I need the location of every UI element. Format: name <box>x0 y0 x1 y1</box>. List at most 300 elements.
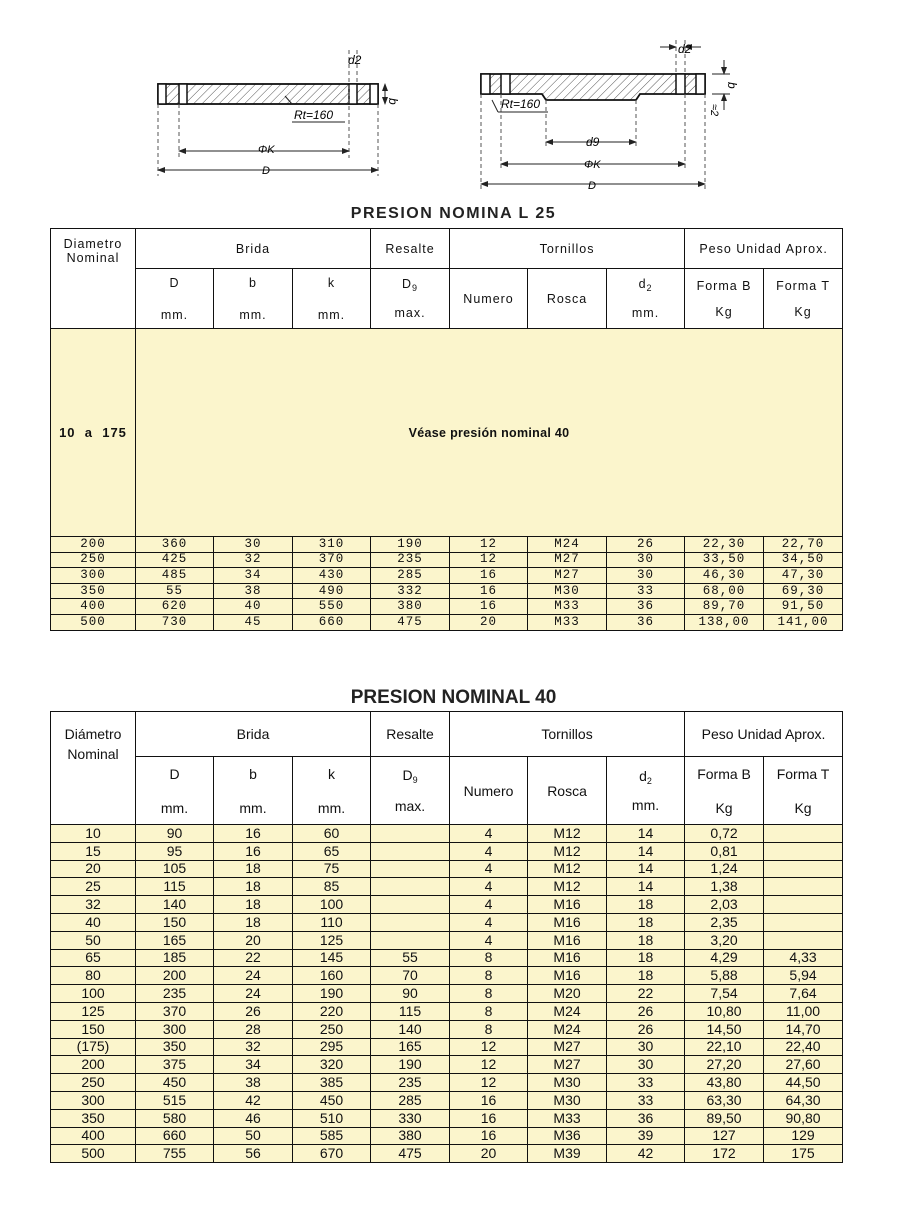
table-cell: 125 <box>51 1002 136 1020</box>
table-cell: 20 <box>51 860 136 878</box>
table-cell: M24 <box>528 1020 607 1038</box>
resalte-header: Resalte <box>371 712 450 757</box>
table-cell: M16 <box>528 931 607 949</box>
table-row <box>51 599 843 615</box>
table-cell: 755 <box>136 1145 214 1163</box>
table-cell: 4 <box>450 860 528 878</box>
table-cell: 69,30 <box>764 583 843 599</box>
table-cell: 585 <box>293 1127 371 1145</box>
table-cell: 34 <box>214 1056 293 1074</box>
flange-form-b-drawing <box>158 50 385 176</box>
table-cell: 18 <box>607 967 685 985</box>
table-cell: 165 <box>136 931 214 949</box>
flange-form-t-drawing <box>481 40 730 190</box>
table-row <box>51 825 843 843</box>
table-row <box>51 896 843 914</box>
table-cell: 26 <box>214 1002 293 1020</box>
table-cell: 33,50 <box>685 552 764 568</box>
b-label-left: b <box>386 98 400 105</box>
table-cell <box>371 931 450 949</box>
table-cell: 300 <box>51 568 136 584</box>
table-cell: 14,70 <box>764 1020 843 1038</box>
table-cell: 1,24 <box>685 860 764 878</box>
table-row <box>51 949 843 967</box>
table-cell <box>371 825 450 843</box>
table-cell: M27 <box>528 568 607 584</box>
table-cell: 190 <box>371 1056 450 1074</box>
table-cell: M27 <box>528 1056 607 1074</box>
table-cell: 14 <box>607 860 685 878</box>
table-cell: 105 <box>136 860 214 878</box>
rt-label-left: Rt=160 <box>294 108 334 122</box>
table-cell <box>764 878 843 896</box>
col-D: D mm. <box>136 269 214 329</box>
table-cell: 46,30 <box>685 568 764 584</box>
table-cell: 129 <box>764 1127 843 1145</box>
table-row <box>51 1091 843 1109</box>
table-cell: 370 <box>136 1002 214 1020</box>
range-cell: 10 a 175 <box>51 329 136 537</box>
table-cell: 16 <box>450 599 528 615</box>
table-cell: 90,80 <box>764 1109 843 1127</box>
table-row <box>51 1020 843 1038</box>
table-cell: 8 <box>450 949 528 967</box>
table-cell: M30 <box>528 1091 607 1109</box>
table-cell: M33 <box>528 1109 607 1127</box>
table-cell: 12 <box>450 1038 528 1056</box>
table-cell: 16 <box>450 583 528 599</box>
table-cell: 425 <box>136 552 214 568</box>
col-forma-t: Forma T Kg <box>764 269 843 329</box>
table-cell: 295 <box>293 1038 371 1056</box>
table-cell: 36 <box>607 1109 685 1127</box>
table-cell: 200 <box>51 537 136 553</box>
col-rosca: Rosca <box>528 757 607 825</box>
table-cell: 10,80 <box>685 1002 764 1020</box>
table-row <box>51 1002 843 1020</box>
col-b: b mm. <box>214 757 293 825</box>
table-cell: 500 <box>51 1145 136 1163</box>
table-cell: 250 <box>51 1074 136 1092</box>
table-cell <box>764 913 843 931</box>
table-cell: 370 <box>293 552 371 568</box>
table-cell: 55 <box>371 949 450 967</box>
table-cell: 32 <box>214 552 293 568</box>
table-cell: M12 <box>528 842 607 860</box>
resalte-header: Resalte <box>371 229 450 269</box>
table-cell: 4 <box>450 931 528 949</box>
table-cell: 375 <box>136 1056 214 1074</box>
table-row <box>51 878 843 896</box>
table-cell: 380 <box>371 1127 450 1145</box>
table-cell: 285 <box>371 1091 450 1109</box>
table-cell: 26 <box>607 1020 685 1038</box>
approx2-label-right: ≈2 <box>708 104 720 117</box>
table-cell: 15 <box>51 842 136 860</box>
table-cell: 141,00 <box>764 614 843 630</box>
table-row <box>51 614 843 630</box>
table-cell: 175 <box>764 1145 843 1163</box>
table-cell: 30 <box>607 568 685 584</box>
table-cell: 300 <box>51 1091 136 1109</box>
table-cell: 0,81 <box>685 842 764 860</box>
table-cell: 660 <box>136 1127 214 1145</box>
table-cell: 200 <box>136 967 214 985</box>
table-cell: M24 <box>528 1002 607 1020</box>
table-cell: 18 <box>607 896 685 914</box>
table-cell: 36 <box>607 614 685 630</box>
table-cell: 18 <box>214 896 293 914</box>
table-cell: 100 <box>293 896 371 914</box>
d9-label-right: d9 <box>586 135 600 149</box>
table-cell: 515 <box>136 1091 214 1109</box>
col-rosca: Rosca <box>528 269 607 329</box>
table-cell: 100 <box>51 985 136 1003</box>
table-cell: 125 <box>293 931 371 949</box>
d2-label-right: d2 <box>678 42 692 56</box>
table-cell: M36 <box>528 1127 607 1145</box>
table-cell: 16 <box>450 1127 528 1145</box>
table-cell: 68,00 <box>685 583 764 599</box>
table-cell <box>371 842 450 860</box>
table-cell: 16 <box>450 1109 528 1127</box>
brida-header: Brida <box>136 712 371 757</box>
table-cell: 3,20 <box>685 931 764 949</box>
table-cell: 38 <box>214 1074 293 1092</box>
table-cell: 127 <box>685 1127 764 1145</box>
peso-header: Peso Unidad Aprox. <box>685 229 843 269</box>
table-cell: 4 <box>450 825 528 843</box>
table-row <box>51 860 843 878</box>
table-cell: 115 <box>371 1002 450 1020</box>
col-k: k mm. <box>293 757 371 825</box>
table-cell: 7,54 <box>685 985 764 1003</box>
table-row <box>51 583 843 599</box>
table-cell: 91,50 <box>764 599 843 615</box>
table-row <box>51 931 843 949</box>
table-cell: 40 <box>214 599 293 615</box>
table-cell: 4 <box>450 842 528 860</box>
table-cell: 12 <box>450 1074 528 1092</box>
table-cell: M24 <box>528 537 607 553</box>
table-cell: 32 <box>51 896 136 914</box>
table-cell: 42 <box>214 1091 293 1109</box>
table-row <box>51 1056 843 1074</box>
table-cell <box>764 825 843 843</box>
table-cell: 190 <box>371 537 450 553</box>
table-cell: 350 <box>51 1109 136 1127</box>
table-cell: 140 <box>371 1020 450 1038</box>
table-cell: 18 <box>607 913 685 931</box>
table-row <box>51 1038 843 1056</box>
table-cell: 350 <box>136 1038 214 1056</box>
table-cell <box>764 860 843 878</box>
table-cell: 45 <box>214 614 293 630</box>
table-cell: 20 <box>450 614 528 630</box>
col-D: D mm. <box>136 757 214 825</box>
table-cell: 8 <box>450 1002 528 1020</box>
diametro-header: Diametro Nominal <box>51 229 136 329</box>
table-cell: 12 <box>450 552 528 568</box>
table-cell: 510 <box>293 1109 371 1127</box>
see-pn40-note: Véase presión nominal 40 <box>136 329 843 537</box>
b-label-right: b <box>725 82 739 89</box>
table-row <box>51 1127 843 1145</box>
table-cell: 22 <box>214 949 293 967</box>
col-k: k mm. <box>293 269 371 329</box>
table-cell: 33 <box>607 1074 685 1092</box>
table-cell: 160 <box>293 967 371 985</box>
table-cell: 55 <box>136 583 214 599</box>
table-row <box>51 1145 843 1163</box>
table-cell: 46 <box>214 1109 293 1127</box>
table-cell: 620 <box>136 599 214 615</box>
table-cell: 350 <box>51 583 136 599</box>
table-cell: M12 <box>528 878 607 896</box>
tornillos-header: Tornillos <box>450 229 685 269</box>
table-row <box>51 967 843 985</box>
peso-header: Peso Unidad Aprox. <box>685 712 843 757</box>
table-cell: 380 <box>371 599 450 615</box>
table-cell: 80 <box>51 967 136 985</box>
table-cell: 4 <box>450 896 528 914</box>
table-cell: 44,50 <box>764 1074 843 1092</box>
table-cell: 18 <box>214 878 293 896</box>
table-cell: 90 <box>136 825 214 843</box>
d-label-left: D <box>262 165 270 177</box>
table-cell: M12 <box>528 860 607 878</box>
table-cell <box>371 913 450 931</box>
table-row <box>51 1074 843 1092</box>
table-cell: 14 <box>607 878 685 896</box>
table-cell: 27,20 <box>685 1056 764 1074</box>
table-cell: 14 <box>607 825 685 843</box>
table-cell: 39 <box>607 1127 685 1145</box>
table-cell: M16 <box>528 896 607 914</box>
table-cell: 250 <box>51 552 136 568</box>
table-cell: 140 <box>136 896 214 914</box>
table-cell: 7,64 <box>764 985 843 1003</box>
tornillos-header: Tornillos <box>450 712 685 757</box>
table-cell: 89,70 <box>685 599 764 615</box>
table-cell: 16 <box>214 842 293 860</box>
table-cell: 12 <box>450 1056 528 1074</box>
table-cell: 22,10 <box>685 1038 764 1056</box>
table-cell <box>371 878 450 896</box>
table-cell: 190 <box>293 985 371 1003</box>
table-cell: 28 <box>214 1020 293 1038</box>
table-cell <box>764 842 843 860</box>
table-cell: 22,30 <box>685 537 764 553</box>
table-cell: 580 <box>136 1109 214 1127</box>
table-cell: 500 <box>51 614 136 630</box>
table-cell: 16 <box>450 1091 528 1109</box>
table-cell: 90 <box>371 985 450 1003</box>
table-cell: 150 <box>136 913 214 931</box>
table-cell: 235 <box>371 1074 450 1092</box>
table-cell: 450 <box>293 1091 371 1109</box>
k-label-right: ΦK <box>584 159 601 171</box>
table-cell: 34,50 <box>764 552 843 568</box>
table-cell: 22,70 <box>764 537 843 553</box>
table-row <box>51 1109 843 1127</box>
table-row <box>51 552 843 568</box>
table-cell: M16 <box>528 913 607 931</box>
pn40-table <box>50 711 843 1163</box>
table-cell: 56 <box>214 1145 293 1163</box>
table-cell: 26 <box>607 1002 685 1020</box>
table-cell: 16 <box>450 568 528 584</box>
table-cell: M33 <box>528 599 607 615</box>
table-cell: 30 <box>607 1056 685 1074</box>
table-cell: 65 <box>51 949 136 967</box>
table-cell: 550 <box>293 599 371 615</box>
table-cell: 50 <box>214 1127 293 1145</box>
col-b: b mm. <box>214 269 293 329</box>
table-cell: 36 <box>607 599 685 615</box>
table-cell: 300 <box>136 1020 214 1038</box>
table-cell: 5,88 <box>685 967 764 985</box>
table-cell: 18 <box>607 949 685 967</box>
table-row <box>51 568 843 584</box>
table-row <box>51 985 843 1003</box>
table-cell: 16 <box>214 825 293 843</box>
table-cell: 63,30 <box>685 1091 764 1109</box>
table-cell: 70 <box>371 967 450 985</box>
table-cell: 25 <box>51 878 136 896</box>
table-cell: M16 <box>528 949 607 967</box>
table-cell: 43,80 <box>685 1074 764 1092</box>
table-cell: 285 <box>371 568 450 584</box>
table-cell: 165 <box>371 1038 450 1056</box>
table-cell: 8 <box>450 985 528 1003</box>
table-cell: 60 <box>293 825 371 843</box>
brida-header: Brida <box>136 229 371 269</box>
table-cell: M30 <box>528 1074 607 1092</box>
table-cell: 138,00 <box>685 614 764 630</box>
table-cell: 38 <box>214 583 293 599</box>
table-cell: 64,30 <box>764 1091 843 1109</box>
table-cell: 110 <box>293 913 371 931</box>
flange-drawings <box>0 0 907 210</box>
table-cell: M12 <box>528 825 607 843</box>
table-cell: 310 <box>293 537 371 553</box>
col-d9: $D_9$ max. <box>371 269 450 329</box>
table-cell: 8 <box>450 967 528 985</box>
table-row <box>51 842 843 860</box>
table-cell: 42 <box>607 1145 685 1163</box>
table-cell: 330 <box>371 1109 450 1127</box>
table-cell: 27,60 <box>764 1056 843 1074</box>
table-cell: 250 <box>293 1020 371 1038</box>
table-cell: M33 <box>528 614 607 630</box>
table-cell: 360 <box>136 537 214 553</box>
table-cell: 385 <box>293 1074 371 1092</box>
col-d2: $d_2$ mm. <box>607 269 685 329</box>
table-cell: 18 <box>214 860 293 878</box>
table-cell: 185 <box>136 949 214 967</box>
table-cell: 490 <box>293 583 371 599</box>
table-cell <box>764 931 843 949</box>
table-cell: 95 <box>136 842 214 860</box>
k-label-left: ΦK <box>258 144 275 156</box>
table-cell: 14 <box>607 842 685 860</box>
table-cell: 4,33 <box>764 949 843 967</box>
table-cell <box>371 860 450 878</box>
table-cell: 32 <box>214 1038 293 1056</box>
table-cell: 34 <box>214 568 293 584</box>
table-cell: 89,50 <box>685 1109 764 1127</box>
table-cell: M27 <box>528 552 607 568</box>
table-cell: 320 <box>293 1056 371 1074</box>
table-cell: 2,35 <box>685 913 764 931</box>
table-row <box>51 537 843 553</box>
table-cell: 400 <box>51 1127 136 1145</box>
table-cell <box>764 896 843 914</box>
table-cell: (175) <box>51 1038 136 1056</box>
rt-label-right: Rt=160 <box>501 97 541 111</box>
col-numero: Numero <box>450 757 528 825</box>
table-cell: 4 <box>450 878 528 896</box>
table-cell: 475 <box>371 614 450 630</box>
col-numero: Numero <box>450 269 528 329</box>
table-cell: 200 <box>51 1056 136 1074</box>
diametro-header: Diámetro Nominal <box>51 712 136 825</box>
table-cell: 485 <box>136 568 214 584</box>
table-cell: 26 <box>607 537 685 553</box>
d-label-right: D <box>588 180 596 192</box>
table-cell: 150 <box>51 1020 136 1038</box>
pn40-title: PRESION NOMINAL 40 <box>350 687 557 708</box>
table-cell: 20 <box>214 931 293 949</box>
table-cell: 235 <box>371 552 450 568</box>
table-cell: 30 <box>607 1038 685 1056</box>
table-cell: 450 <box>136 1074 214 1092</box>
table-cell: 30 <box>214 537 293 553</box>
table-cell: 33 <box>607 1091 685 1109</box>
table-cell: 430 <box>293 568 371 584</box>
table-cell: 33 <box>607 583 685 599</box>
table-cell: 65 <box>293 842 371 860</box>
table-cell: 660 <box>293 614 371 630</box>
table-cell: M16 <box>528 967 607 985</box>
table-cell <box>371 896 450 914</box>
table-cell: 1,38 <box>685 878 764 896</box>
col-d2: $d_2$ mm. <box>607 757 685 825</box>
table-cell: 2,03 <box>685 896 764 914</box>
table-cell: 47,30 <box>764 568 843 584</box>
table-cell: 14,50 <box>685 1020 764 1038</box>
table-cell: 115 <box>136 878 214 896</box>
table-cell: 85 <box>293 878 371 896</box>
table-cell: 235 <box>136 985 214 1003</box>
table-cell: 40 <box>51 913 136 931</box>
table-cell: 5,94 <box>764 967 843 985</box>
table-cell: 12 <box>450 537 528 553</box>
d2-label-left: d2 <box>348 53 362 67</box>
table-cell: M27 <box>528 1038 607 1056</box>
table-cell: 4,29 <box>685 949 764 967</box>
table-cell: M30 <box>528 583 607 599</box>
table-cell: 50 <box>51 931 136 949</box>
table-cell: 400 <box>51 599 136 615</box>
table-cell: 24 <box>214 985 293 1003</box>
table-cell: 0,72 <box>685 825 764 843</box>
col-forma-t: Forma T Kg <box>764 757 843 825</box>
pn25-table <box>50 228 843 631</box>
table-cell: 11,00 <box>764 1002 843 1020</box>
table-row <box>51 913 843 931</box>
